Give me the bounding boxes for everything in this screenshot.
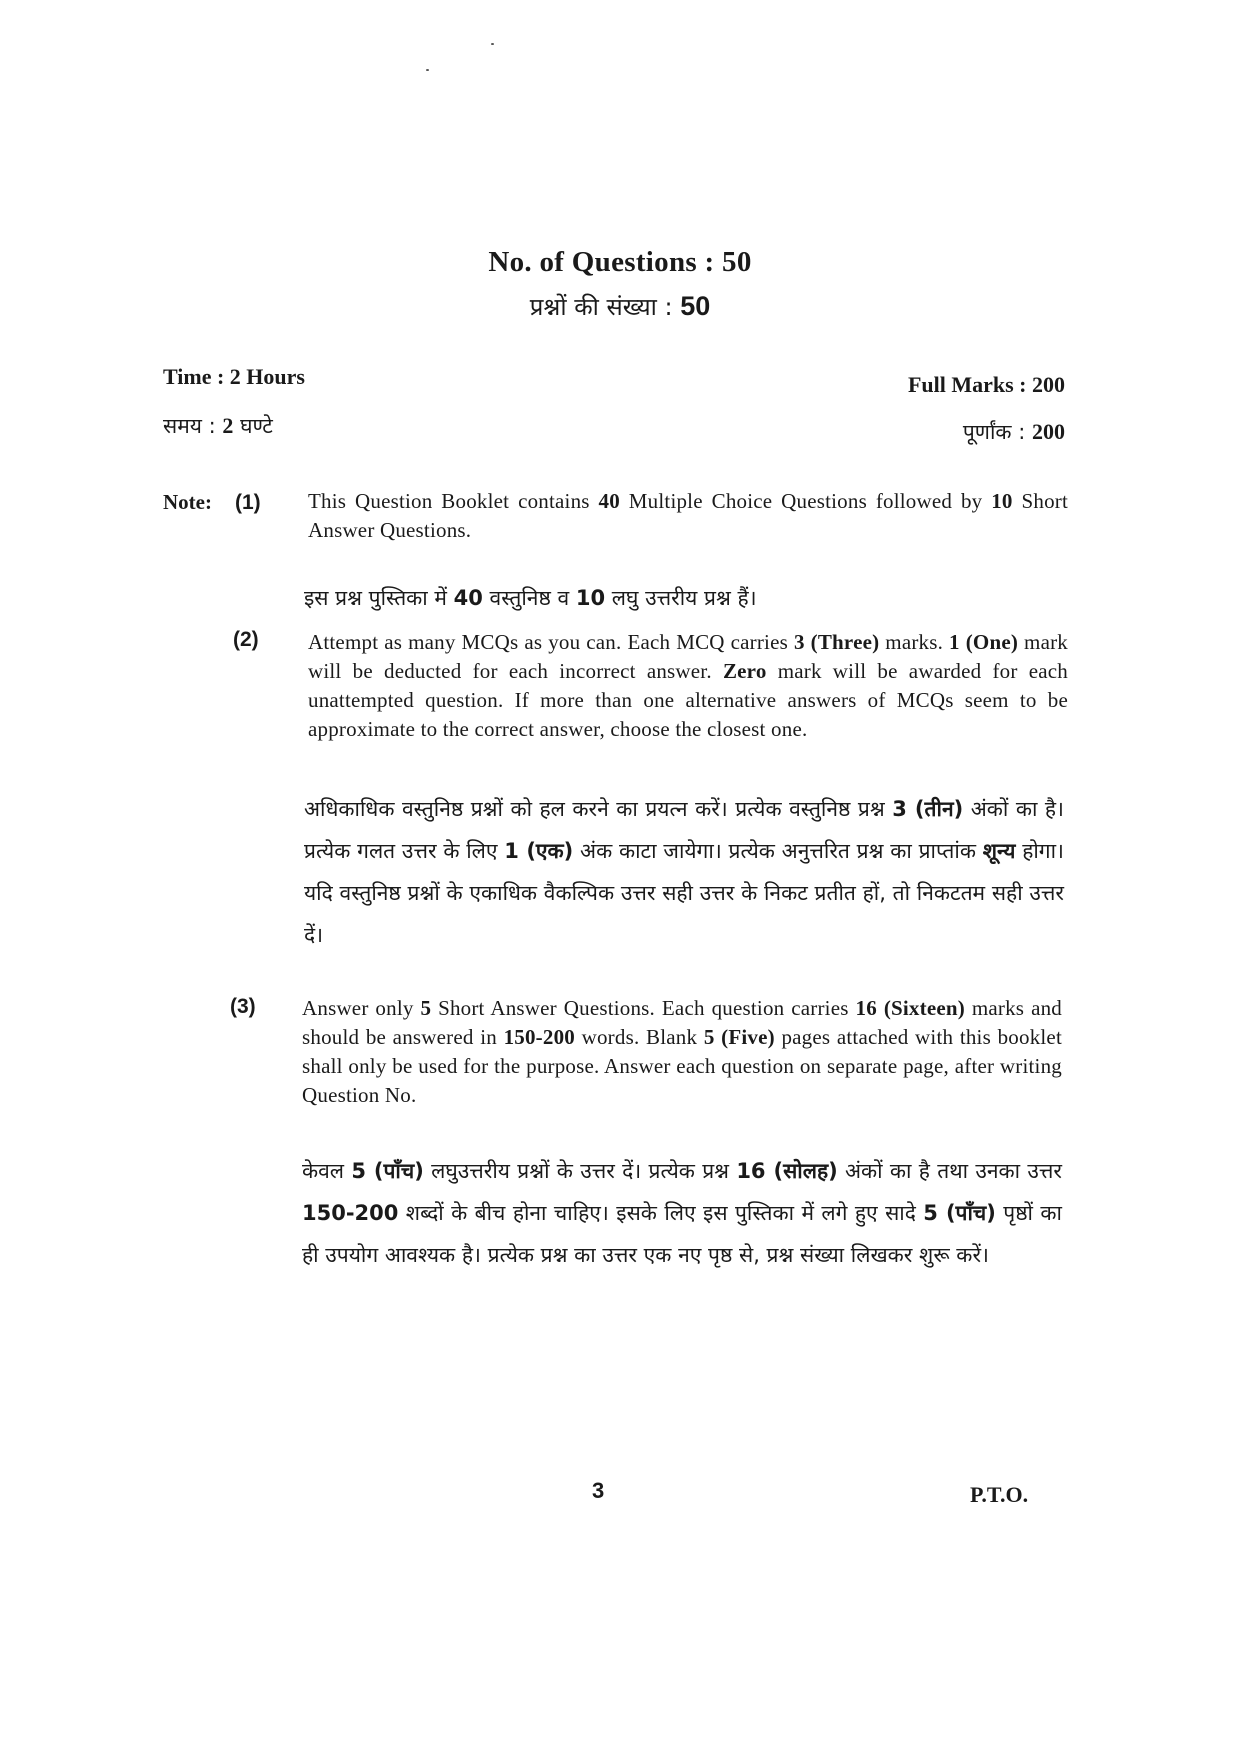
emphasized-text: 10 <box>991 489 1013 513</box>
text-run: वस्तुनिष्ठ व <box>482 586 576 610</box>
text-run: mark will be awarded for each unattempted question. If more than one alternative answers of MCQs seem to be approximate to the correct answer, choose the closest one. <box>308 659 1069 741</box>
time-label: Time : 2 Hours <box>163 364 305 389</box>
emphasized-text: 16 (सोलह) <box>736 1159 838 1183</box>
text-run: अंक काटा जायेगा। प्रत्येक अनुत्तरित प्रश्न का प्राप्तांक <box>573 839 983 863</box>
note-number: (3) <box>230 995 256 1018</box>
full-marks-hindi-label: पूर्णांक : <box>962 420 1026 444</box>
emphasized-text: 150-200 <box>302 1201 399 1225</box>
text-run: words. Blank <box>574 1025 704 1049</box>
full-marks-label-hindi <box>963 418 1065 446</box>
emphasized-text: 10 <box>575 586 606 610</box>
text-run: लघु उत्तरीय प्रश्न हैं। <box>605 586 757 610</box>
note-3-hindi <box>302 1150 1062 1276</box>
text-run: Multiple Choice Questions followed by <box>619 489 992 513</box>
text-run: This Question Booklet contains <box>308 489 599 513</box>
emphasized-text: शून्य <box>982 839 1016 863</box>
emphasized-text: 5 (Five) <box>703 1025 775 1049</box>
text-run: इस प्रश्न पुस्तिका में <box>304 586 454 610</box>
scan-speck <box>426 69 429 71</box>
emphasized-text: 150-200 <box>503 1025 575 1049</box>
time-hindi-unit: घण्टे <box>240 414 273 438</box>
emphasized-text: 1 (One) <box>949 630 1019 654</box>
note-2-hindi <box>304 788 1064 956</box>
text-run: marks and should be answered in <box>302 996 1062 1049</box>
text-run: Attempt as many MCQs as you can. Each MCQ carries <box>308 630 794 654</box>
title-hindi-value: 50 <box>680 291 711 321</box>
text-run: लघुउत्तरीय प्रश्नों के उत्तर दें। प्रत्येक प्रश्न <box>423 1159 737 1183</box>
emphasized-text: 3 (तीन) <box>892 797 964 821</box>
text-run: अंकों का है तथा उनका उत्तर <box>837 1159 1062 1183</box>
emphasized-text: 40 <box>598 489 620 513</box>
text-run: Answer only <box>302 996 421 1020</box>
page-title-hindi <box>0 290 1240 323</box>
note-1-hindi <box>304 577 1064 619</box>
page-number: 3 <box>592 1478 605 1503</box>
note-2-english <box>308 628 1068 744</box>
text-run: Short Answer Questions. <box>308 489 1069 542</box>
text-run: केवल <box>302 1159 352 1183</box>
emphasized-text: 40 <box>453 586 483 610</box>
scan-speck <box>491 43 494 45</box>
note-number: (1) <box>235 491 261 514</box>
text-run: pages attached with this booklet shall only be used for the purpose. Answer each question on separate page, after writing Question No. <box>302 1025 1062 1107</box>
text-run: शब्दों के बीच होना चाहिए। इसके लिए इस पुस्तिका में लगे हुए सादे <box>398 1201 924 1225</box>
text-run: पृष्ठों का ही उपयोग आवश्यक है। प्रत्येक प्रश्न का उत्तर एक नए पृष्ठ से, प्रश्न संख्या लिखकर शुरू करें। <box>302 1201 1062 1267</box>
note-label: Note: <box>163 490 212 514</box>
text-run: mark will be deducted for each incorrect answer. <box>308 630 1068 683</box>
emphasized-text: 16 (Sixteen) <box>855 996 965 1020</box>
emphasized-text: 5 (पाँच) <box>351 1159 424 1183</box>
please-turn-over: P.T.O. <box>970 1482 1029 1507</box>
time-label-hindi <box>163 412 273 440</box>
emphasized-text: 5 <box>420 996 432 1020</box>
emphasized-text: Zero <box>722 659 767 683</box>
text-run: अधिकाधिक वस्तुनिष्ठ प्रश्नों को हल करने का प्रयत्न करें। प्रत्येक वस्तुनिष्ठ प्रश्न <box>304 797 893 821</box>
emphasized-text: 1 (एक) <box>504 839 574 863</box>
emphasized-text: 3 (Three) <box>793 630 880 654</box>
note-1-english <box>308 487 1068 545</box>
text-run: Short Answer Questions. Each question carries <box>431 996 856 1020</box>
page-title: No. of Questions : 50 <box>488 246 752 278</box>
text-run: marks. <box>879 630 950 654</box>
text-run: अंकों का है। प्रत्येक गलत उत्तर के लिए <box>304 797 1064 863</box>
full-marks-label: Full Marks : 200 <box>907 372 1065 397</box>
emphasized-text: 5 (पाँच) <box>923 1201 996 1225</box>
time-hindi-value: 2 <box>222 413 234 438</box>
note-3-english <box>302 994 1062 1110</box>
text-run: होगा। यदि वस्तुनिष्ठ प्रश्नों के एकाधिक वैकल्पिक उत्तर सही उत्तर के निकट प्रतीत हों, तो निकटतम सही उत्तर दें। <box>304 839 1065 947</box>
full-marks-hindi-value: 200 <box>1032 419 1065 444</box>
time-hindi-label: समय : <box>163 414 216 438</box>
note-number: (2) <box>233 628 259 651</box>
title-hindi-label: प्रश्नों की संख्या : <box>529 293 673 321</box>
